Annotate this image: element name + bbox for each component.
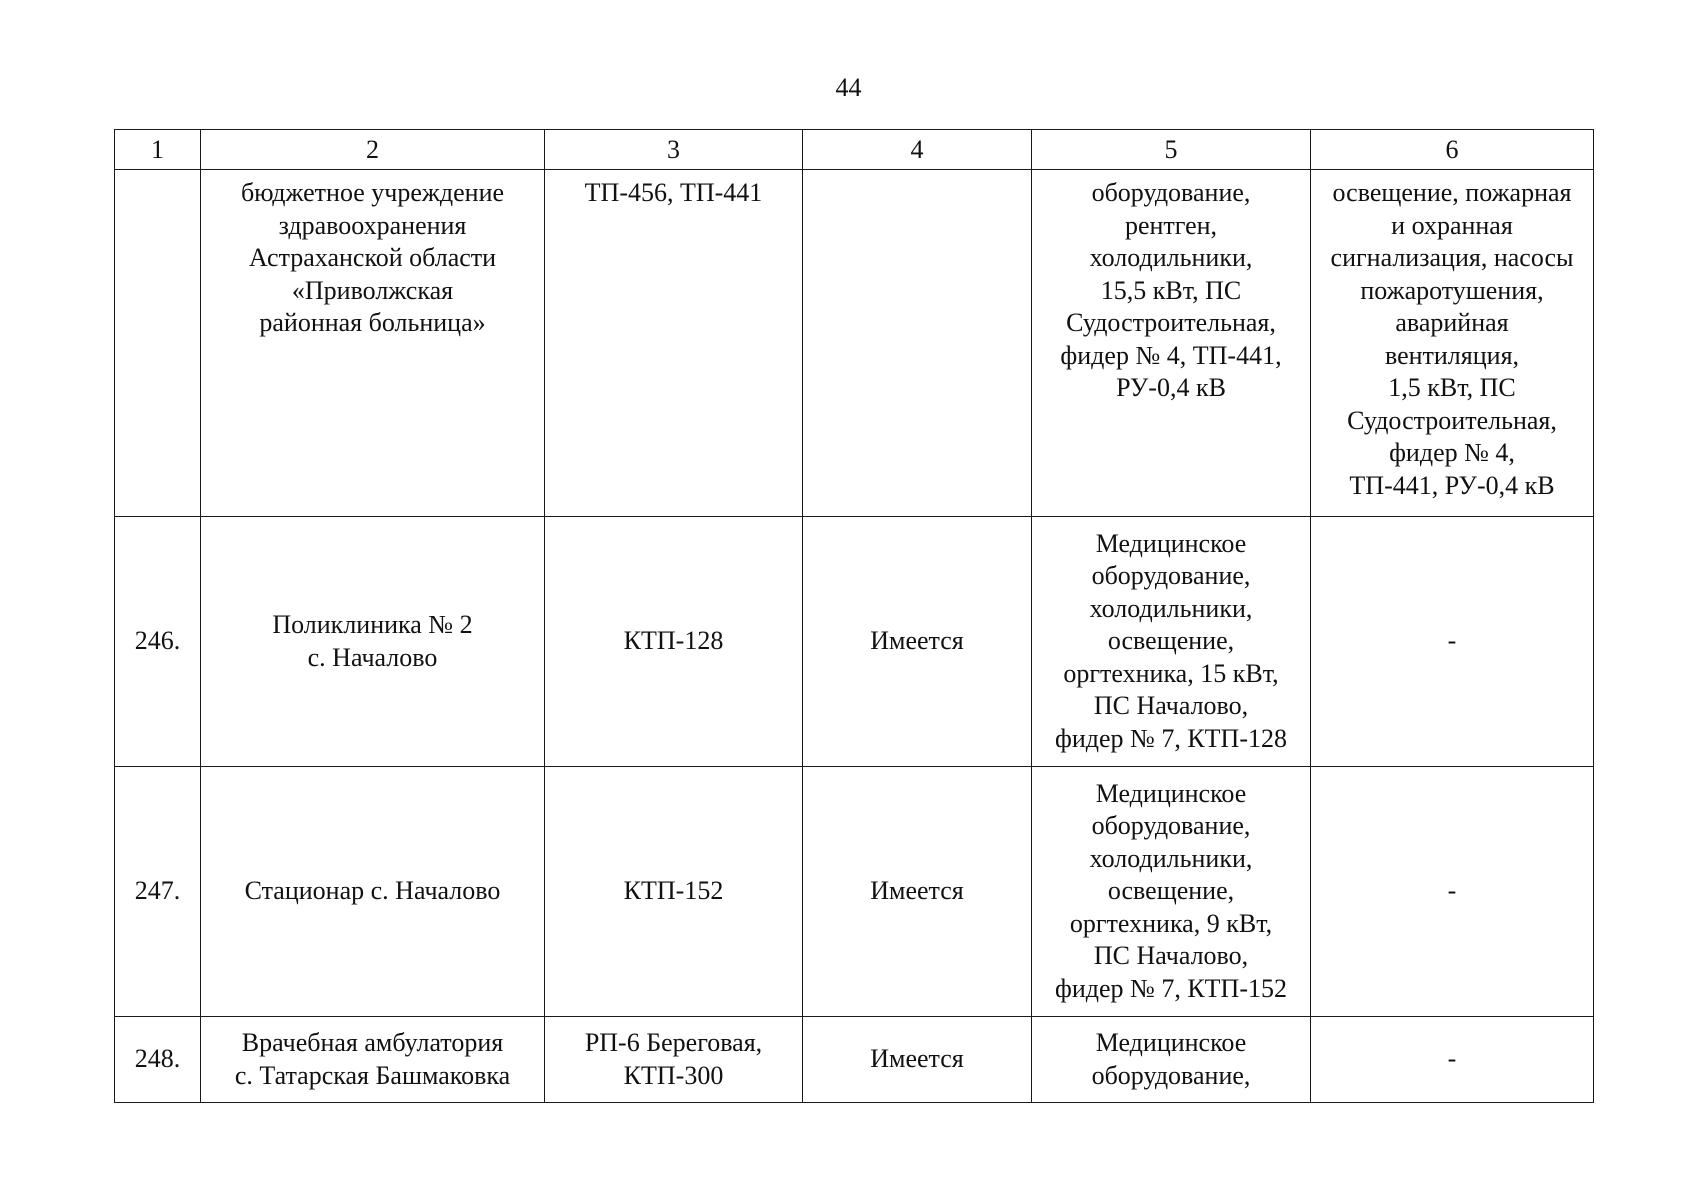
cell-availability: Имеется	[803, 767, 1032, 1017]
data-table	[114, 129, 1594, 1103]
cell-substation: КТП-128	[545, 517, 803, 767]
page-number: 44	[835, 73, 862, 102]
cell-name: Врачебная амбулатория с. Татарская Башмаковка	[201, 1017, 545, 1103]
cell-reserve: -	[1311, 767, 1594, 1017]
cell-availability: Имеется	[803, 517, 1032, 767]
table-row	[115, 517, 1594, 767]
table-header-row	[115, 130, 1594, 170]
cell-substation: РП-6 Береговая, КТП-300	[545, 1017, 803, 1103]
column-number-4: 4	[803, 130, 1032, 170]
cell-reserve: -	[1311, 1017, 1594, 1103]
cell-num: 246.	[115, 517, 201, 767]
column-number-5: 5	[1032, 130, 1311, 170]
column-number-2: 2	[201, 130, 545, 170]
table-row	[115, 170, 1594, 517]
cell-consumers: Медицинское оборудование, холодильники, освещение, оргтехника, 15 кВт, ПС Началово, фидер № 7, КТП-128	[1032, 517, 1311, 767]
cell-name: бюджетное учреждение здравоохранения Астраханской области «Приволжская районная больница»	[201, 170, 545, 517]
table-row	[115, 767, 1594, 1017]
cell-num: 247.	[115, 767, 201, 1017]
cell-reserve: -	[1311, 517, 1594, 767]
cell-name: Стационар с. Началово	[201, 767, 545, 1017]
cell-num: 248.	[115, 1017, 201, 1103]
cell-consumers: Медицинское оборудование,	[1032, 1017, 1311, 1103]
column-number-3: 3	[545, 130, 803, 170]
column-number-1: 1	[115, 130, 201, 170]
cell-consumers: Медицинское оборудование, холодильники, освещение, оргтехника, 9 кВт, ПС Началово, фидер № 7, КТП-152	[1032, 767, 1311, 1017]
column-number-6: 6	[1311, 130, 1594, 170]
cell-substation: ТП-456, ТП-441	[545, 170, 803, 517]
cell-substation: КТП-152	[545, 767, 803, 1017]
table-row	[115, 1017, 1594, 1103]
cell-availability	[803, 170, 1032, 517]
cell-reserve: освещение, пожарная и охранная сигнализация, насосы пожаротушения, аварийная вентиляция, 1,5 кВт, ПС Судостроительная, фидер № 4, ТП-441, РУ-0,4 кВ	[1311, 170, 1594, 517]
cell-availability: Имеется	[803, 1017, 1032, 1103]
cell-consumers: оборудование, рентген, холодильники, 15,5 кВт, ПС Судостроительная, фидер № 4, ТП-441, РУ-0,4 кВ	[1032, 170, 1311, 517]
cell-name: Поликлиника № 2 с. Началово	[201, 517, 545, 767]
cell-num	[115, 170, 201, 517]
